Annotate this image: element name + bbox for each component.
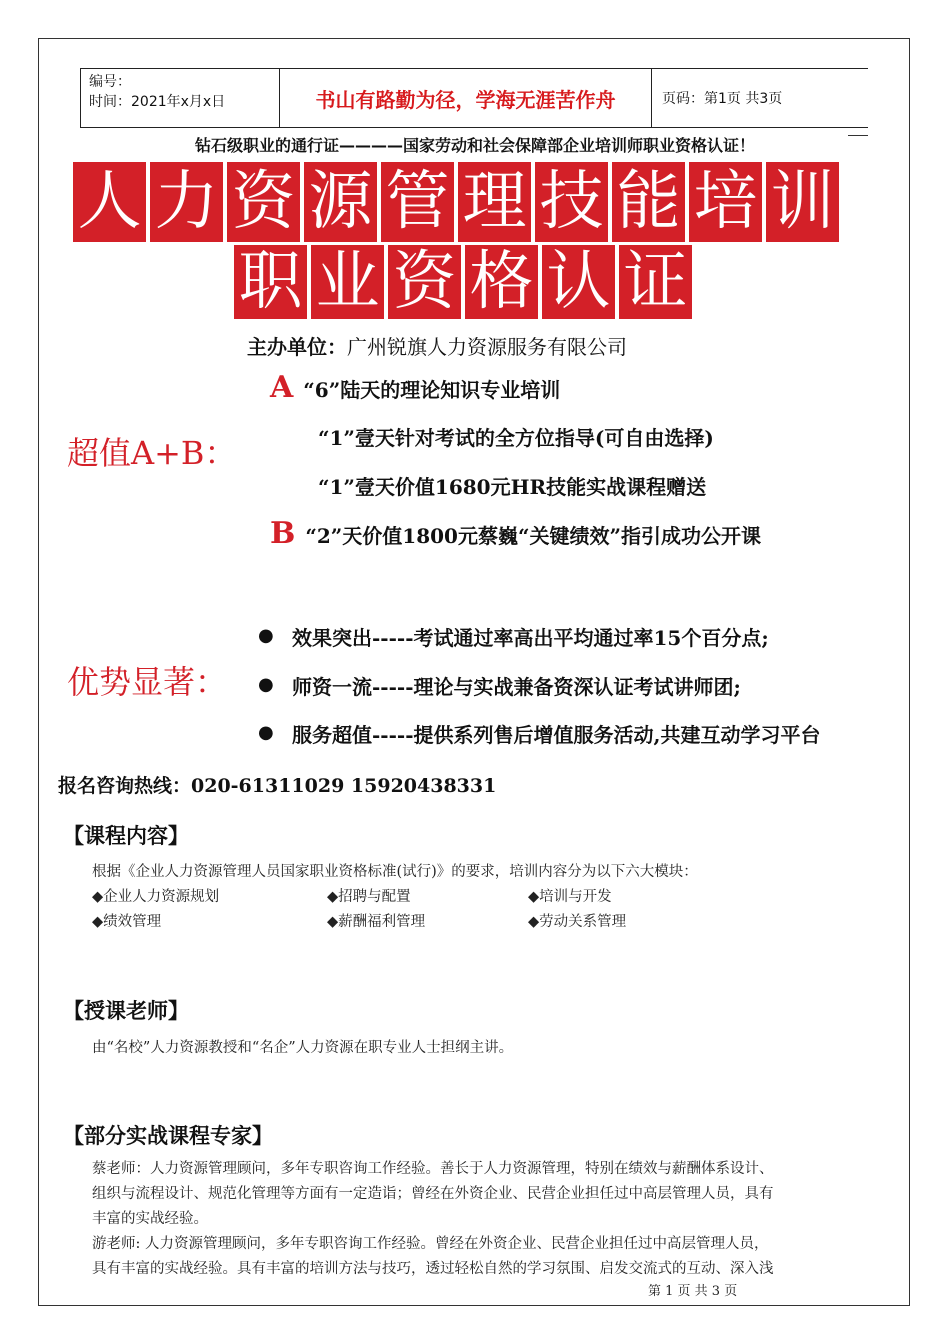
header-motto: 书山有路勤为径，学海无涯苦作舟 (280, 69, 652, 127)
document-header (80, 68, 868, 128)
banner-char: 培 (689, 162, 762, 242)
banner-char: 训 (766, 162, 839, 242)
b-line (270, 516, 761, 551)
course-module: ◆企业人力资源规划 (92, 889, 220, 905)
page-footer: 第 1 页 共 3 页 (648, 1284, 738, 1299)
a-line-2: “1”壹天针对考试的全方位指导(可自由选择) (318, 426, 714, 450)
banner-char: 格 (465, 245, 538, 319)
banner-char: 力 (150, 162, 223, 242)
expert-cai (92, 1157, 892, 1282)
b-line-text: “2”天价值1800元蔡巍“关键绩效”指引成功公开课 (305, 524, 761, 548)
advantage-item: 效果突出-----考试通过率高出平均通过率15个百分点; (292, 626, 769, 650)
advantages-title: 优势显著： (67, 663, 228, 701)
bullet-icon: ● (258, 625, 274, 646)
tagline: 钻石级职业的通行证————国家劳动和社会保障部企业培训师职业资格认证！ (194, 136, 755, 155)
value-title: 超值A+B： (67, 434, 237, 472)
advantage-item: 服务超值-----提供系列售后增值服务活动,共建互动学习平台 (292, 723, 821, 747)
teachers-title: 【授课老师】 (63, 999, 189, 1023)
expert-line: 组织与流程设计、规范化管理等方面有一定造诣；曾经在外资企业、民营企业担任过中高层管理人员，具有 (92, 1186, 774, 1202)
sponsor-value: 广州锐旗人力资源服务有限公司 (347, 335, 627, 359)
a-letter: A (270, 370, 294, 405)
b-letter: B (270, 516, 296, 551)
expert-line: 蔡老师：人力资源管理顾问，多年专职咨询工作经验。善长于人力资源管理，特别在绩效与薪酬体系设计、 (92, 1161, 774, 1177)
a-line-1-text: “6”陆天的理论知识专业培训 (303, 378, 561, 402)
banner-char: 证 (619, 245, 692, 319)
sponsor-label: 主办单位： (247, 335, 347, 359)
number-label: 编号： (89, 74, 131, 90)
sponsor (247, 331, 627, 360)
course-module: ◆绩效管理 (92, 914, 162, 930)
course-module: ◆招聘与配置 (327, 889, 411, 905)
course-module: ◆薪酬福利管理 (327, 914, 426, 930)
banner-char: 资 (388, 245, 461, 319)
expert-line: 具有丰富的实战经验。具有丰富的培训方法与技巧，透过轻松自然的学习氛围、启发交流式的互动、深入浅 (92, 1261, 774, 1277)
header-page-label: 页码：第1页 共3页 (662, 91, 783, 107)
time-label: 时间：2021年x月x日 (89, 94, 226, 110)
a-line-1 (270, 370, 560, 405)
a-line-3: “1”壹天价值1680元HR技能实战课程赠送 (318, 475, 707, 499)
course-module: ◆培训与开发 (528, 889, 612, 905)
banner-line-1 (73, 162, 839, 242)
header-meta (80, 69, 280, 127)
expert-line: 丰富的实战经验。 (92, 1211, 208, 1227)
advantage-item: 师资一流-----理论与实战兼备资深认证考试讲师团; (292, 675, 741, 699)
banner-char: 能 (612, 162, 685, 242)
teachers-text: 由“名校”人力资源教授和“名企”人力资源在职专业人士担纲主讲。 (92, 1040, 514, 1056)
banner-char: 职 (234, 245, 307, 319)
banner-char: 理 (458, 162, 531, 242)
banner-line-2 (234, 245, 692, 319)
course-title: 【课程内容】 (63, 824, 189, 848)
bullet-icon: ● (258, 722, 274, 743)
experts-title: 【部分实战课程专家】 (63, 1124, 273, 1148)
course-module: ◆劳动关系管理 (528, 914, 627, 930)
banner-char: 业 (311, 245, 384, 319)
course-intro: 根据《企业人力资源管理人员国家职业资格标准(试行)》的要求，培训内容分为以下六大模块： (92, 864, 698, 880)
banner-char: 源 (304, 162, 377, 242)
expert-line: 游老师: 人力资源管理顾问，多年专职咨询工作经验。曾经在外资企业、民营企业担任过中高层管理人员， (92, 1236, 769, 1252)
bullet-icon: ● (258, 674, 274, 695)
banner-char: 人 (73, 162, 146, 242)
banner-char: 资 (227, 162, 300, 242)
banner-char: 认 (542, 245, 615, 319)
hotline: 报名咨询热线：020-61311029 15920438331 (58, 775, 497, 797)
banner-char: 管 (381, 162, 454, 242)
banner-char: 技 (535, 162, 608, 242)
